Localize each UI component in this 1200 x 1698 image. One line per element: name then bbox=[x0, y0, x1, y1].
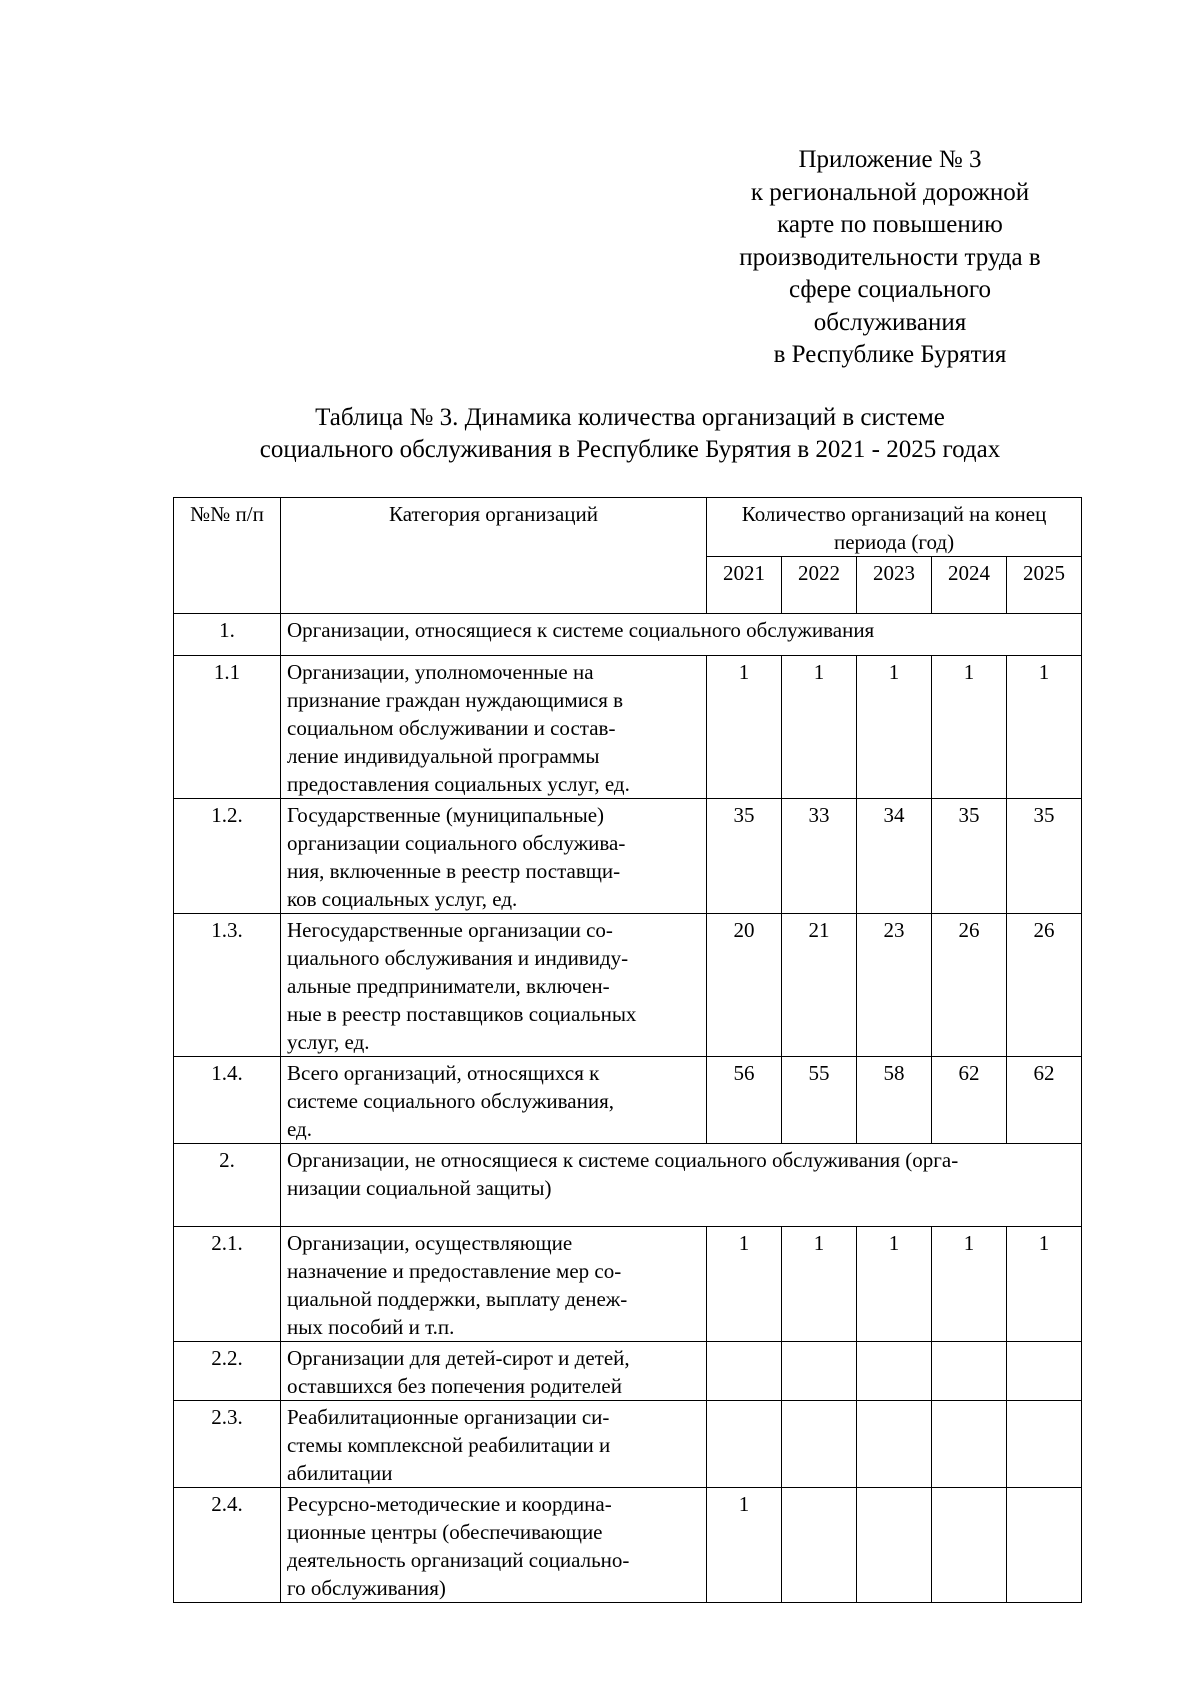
header-category: Категория организаций bbox=[281, 498, 707, 614]
category-line: Реабилитационные организации си- bbox=[287, 1405, 610, 1429]
appendix-line: в Республике Бурятия bbox=[773, 341, 1007, 368]
category-line: ния, включенные в реестр поставщи- bbox=[287, 859, 621, 883]
category-line: циальной поддержки, выплату денеж- bbox=[287, 1287, 628, 1311]
table-row bbox=[174, 1227, 1082, 1342]
row-value: 1 bbox=[1007, 1227, 1082, 1342]
section-title bbox=[281, 1144, 1082, 1227]
row-num: 1.1 bbox=[174, 656, 281, 799]
header-year: 2021 bbox=[707, 557, 782, 614]
row-num: 2.1. bbox=[174, 1227, 281, 1342]
section-num: 1. bbox=[174, 614, 281, 656]
row-value: 21 bbox=[782, 914, 857, 1057]
row-category bbox=[281, 799, 707, 914]
header-year: 2025 bbox=[1007, 557, 1082, 614]
row-num: 2.3. bbox=[174, 1401, 281, 1488]
category-line: Государственные (муниципальные) bbox=[287, 803, 605, 827]
appendix-line: Приложение № 3 bbox=[798, 146, 982, 173]
row-value: 1 bbox=[782, 1227, 857, 1342]
row-value: 33 bbox=[782, 799, 857, 914]
category-line: Всего организаций, относящихся к bbox=[287, 1061, 600, 1085]
appendix-line: карте по повышению bbox=[777, 211, 1003, 238]
row-value: 55 bbox=[782, 1057, 857, 1144]
category-line: го обслуживания) bbox=[287, 1576, 446, 1600]
category-line: альные предприниматели, включен- bbox=[287, 974, 610, 998]
appendix-line: производительности труда в bbox=[739, 243, 1041, 271]
category-line: Организации, осуществляющие bbox=[287, 1231, 573, 1255]
row-category bbox=[281, 1342, 707, 1401]
row-value: 1 bbox=[857, 656, 932, 799]
row-value bbox=[857, 1401, 932, 1488]
category-line: абилитации bbox=[287, 1461, 393, 1485]
row-value bbox=[782, 1488, 857, 1603]
row-category bbox=[281, 1227, 707, 1342]
header-num: №№ п/п bbox=[174, 498, 281, 614]
row-value: 56 bbox=[707, 1057, 782, 1144]
category-line: стемы комплексной реабилитации и bbox=[287, 1433, 611, 1457]
row-num: 1.4. bbox=[174, 1057, 281, 1144]
table-row bbox=[174, 1401, 1082, 1488]
row-num: 2.4. bbox=[174, 1488, 281, 1603]
row-num: 2.2. bbox=[174, 1342, 281, 1401]
header-year: 2024 bbox=[932, 557, 1007, 614]
row-value: 1 bbox=[707, 1488, 782, 1603]
table-row bbox=[174, 1342, 1082, 1401]
row-value bbox=[932, 1342, 1007, 1401]
category-line: ед. bbox=[287, 1117, 312, 1141]
category-line: системе социального обслуживания, bbox=[287, 1089, 614, 1113]
category-line: Организации для детей-сирот и детей, bbox=[287, 1346, 630, 1370]
row-value: 35 bbox=[932, 799, 1007, 914]
header-count-line: Количество организаций на конец bbox=[741, 502, 1047, 526]
row-value: 1 bbox=[932, 1227, 1007, 1342]
row-value: 1 bbox=[707, 656, 782, 799]
section-title-line: низации социальной защиты) bbox=[287, 1176, 552, 1200]
category-line: организации социального обслужива- bbox=[287, 831, 626, 855]
row-value: 1 bbox=[782, 656, 857, 799]
category-line: оставшихся без попечения родителей bbox=[287, 1374, 622, 1398]
header-count-group bbox=[707, 498, 1082, 557]
organizations-table bbox=[173, 497, 1082, 1603]
row-value bbox=[857, 1488, 932, 1603]
category-line: ционные центры (обеспечивающие bbox=[287, 1520, 603, 1544]
category-line: Ресурсно-методические и координа- bbox=[287, 1492, 612, 1516]
category-line: деятельность организаций социально- bbox=[287, 1548, 630, 1572]
row-category bbox=[281, 1401, 707, 1488]
appendix-caption bbox=[690, 144, 1090, 372]
section-row bbox=[174, 614, 1082, 656]
row-value: 35 bbox=[707, 799, 782, 914]
category-line: ков социальных услуг, ед. bbox=[287, 887, 518, 911]
row-value: 62 bbox=[932, 1057, 1007, 1144]
table-row bbox=[174, 1488, 1082, 1603]
row-num: 1.2. bbox=[174, 799, 281, 914]
row-value: 1 bbox=[707, 1227, 782, 1342]
row-num: 1.3. bbox=[174, 914, 281, 1057]
row-value bbox=[1007, 1488, 1082, 1603]
category-line: циального обслуживания и индивиду- bbox=[287, 946, 629, 970]
row-value bbox=[932, 1488, 1007, 1603]
category-line: предоставления социальных услуг, ед. bbox=[287, 772, 630, 796]
row-value: 1 bbox=[857, 1227, 932, 1342]
row-value bbox=[707, 1401, 782, 1488]
section-title-line: Организации, не относящиеся к системе социального обслуживания (орга- bbox=[287, 1148, 959, 1172]
table-title-line: социального обслуживания в Республике Бурятия в 2021 - 2025 годах bbox=[259, 436, 1001, 463]
header-year: 2023 bbox=[857, 557, 932, 614]
header-year: 2022 bbox=[782, 557, 857, 614]
category-line: Организации, уполномоченные на bbox=[287, 660, 594, 684]
row-value bbox=[857, 1342, 932, 1401]
row-value: 26 bbox=[932, 914, 1007, 1057]
table-row bbox=[174, 656, 1082, 799]
category-line: ных пособий и т.п. bbox=[287, 1315, 455, 1339]
section-num: 2. bbox=[174, 1144, 281, 1227]
section-title bbox=[281, 614, 1082, 656]
category-line: ные в реестр поставщиков социальных bbox=[287, 1002, 637, 1026]
row-category bbox=[281, 1057, 707, 1144]
row-value: 20 bbox=[707, 914, 782, 1057]
appendix-line: обслуживания bbox=[813, 308, 967, 336]
row-value: 26 bbox=[1007, 914, 1082, 1057]
header-count-line: периода (год) bbox=[833, 530, 955, 554]
category-line: Негосударственные организации со- bbox=[287, 918, 613, 942]
row-value bbox=[1007, 1401, 1082, 1488]
row-value bbox=[782, 1342, 857, 1401]
category-line: признание граждан нуждающимися в bbox=[287, 688, 624, 712]
section-title-line: Организации, относящиеся к системе социального обслуживания bbox=[287, 618, 875, 642]
row-value: 1 bbox=[1007, 656, 1082, 799]
row-value: 62 bbox=[1007, 1057, 1082, 1144]
category-line: ление индивидуальной программы bbox=[287, 744, 600, 768]
section-row bbox=[174, 1144, 1082, 1227]
appendix-line: к региональной дорожной bbox=[750, 178, 1030, 206]
row-category bbox=[281, 914, 707, 1057]
row-value: 58 bbox=[857, 1057, 932, 1144]
table-row bbox=[174, 914, 1082, 1057]
row-value bbox=[1007, 1342, 1082, 1401]
row-value: 34 bbox=[857, 799, 932, 914]
row-value bbox=[707, 1342, 782, 1401]
table-row bbox=[174, 1057, 1082, 1144]
row-value: 23 bbox=[857, 914, 932, 1057]
appendix-line: сфере социального bbox=[788, 276, 992, 303]
row-category bbox=[281, 656, 707, 799]
row-value: 1 bbox=[932, 656, 1007, 799]
category-line: назначение и предоставление мер со- bbox=[287, 1259, 622, 1283]
category-line: услуг, ед. bbox=[287, 1030, 370, 1054]
row-value bbox=[932, 1401, 1007, 1488]
row-value bbox=[782, 1401, 857, 1488]
table-row bbox=[174, 799, 1082, 914]
header-row bbox=[174, 498, 1082, 557]
category-line: социальном обслуживании и состав- bbox=[287, 716, 616, 740]
table-title bbox=[100, 402, 1160, 466]
table-title-line: Таблица № 3. Динамика количества организаций в системе bbox=[315, 404, 945, 431]
row-category bbox=[281, 1488, 707, 1603]
row-value: 35 bbox=[1007, 799, 1082, 914]
